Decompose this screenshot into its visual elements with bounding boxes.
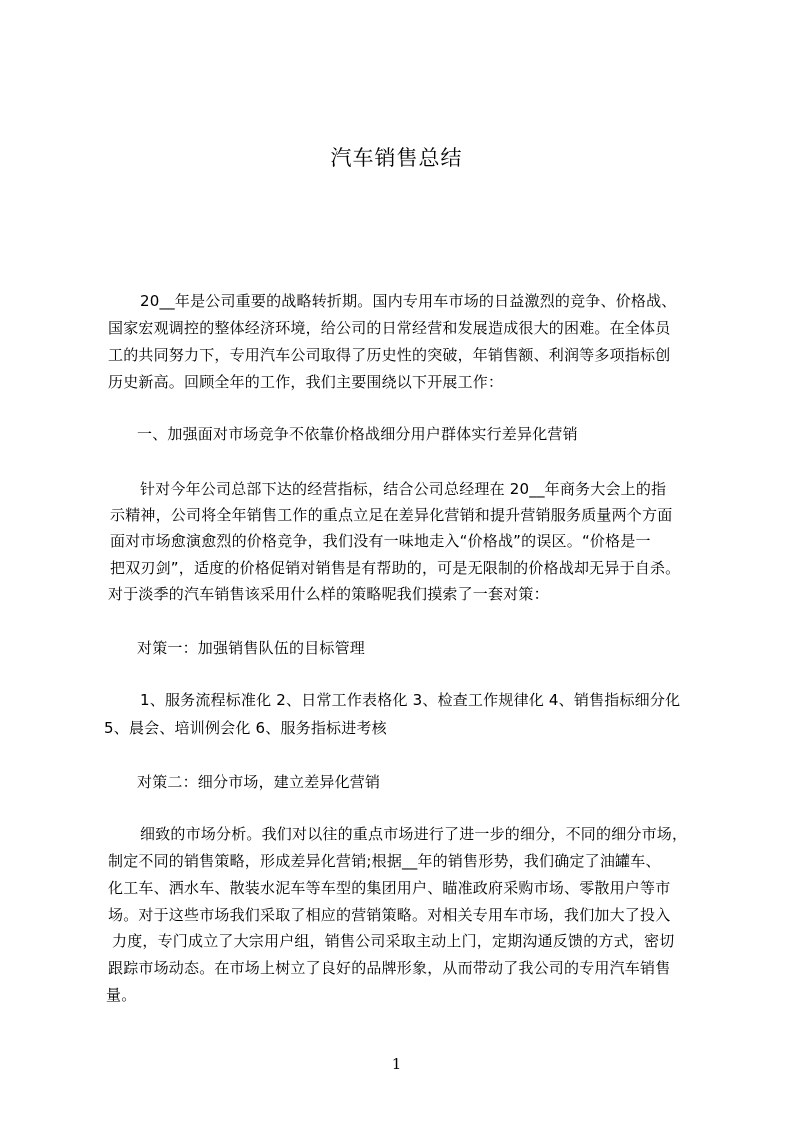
text-line: 1、服务流程标准化 2、日常工作表格化 3、检查工作规律化 4、销售指标细分化 bbox=[140, 691, 681, 709]
text-line: 力度，专门成立了大宗用户组，销售公司采取主动上门，定期沟通反馈的方式，密切 bbox=[112, 932, 675, 950]
text-line: 细致的市场分析。我们对以往的重点市场进行了进一步的细分，不同的细分市场， bbox=[140, 825, 688, 843]
text-line: 场。对于这些市场我们采取了相应的营销策略。对相关专用车市场，我们加大了投入 bbox=[108, 906, 671, 924]
document-title: 汽车销售总结 bbox=[330, 146, 463, 170]
text-line: 对于淡季的汽车销售该采用什么样的策略呢我们摸索了一套对策： bbox=[108, 585, 549, 603]
text-line: 国家宏观调控的整体经济环境，给公司的日常经营和发展造成很大的困难。在全体员 bbox=[108, 319, 671, 337]
text-line: 面对市场愈演愈烈的价格竞争，我们没有一味地走入“价格战”的误区。“价格是一 bbox=[110, 532, 651, 550]
text-line: 化工车、洒水车、散装水泥车等车型的集团用户、瞄准政府采购市场、零散用户等市 bbox=[108, 879, 671, 897]
text-line: 工的共同努力下，专用汽车公司取得了历史性的突破，年销售额、利润等多项指标创 bbox=[108, 346, 671, 364]
text-line: 跟踪市场动态。在市场上树立了良好的品牌形象，从而带动了我公司的专用汽车销售 bbox=[108, 959, 671, 977]
text-line: 20__年是公司重要的战略转折期。国内专用车市场的日益激烈的竞争、价格战、 bbox=[140, 292, 677, 310]
page-number: 1 bbox=[391, 1055, 402, 1073]
text-line: 把双刃剑”，适度的价格促销对销售是有帮助的，可是无限制的价格战却无异于自杀。 bbox=[110, 559, 681, 577]
section-heading: 一、加强面对市场竞争不依靠价格战细分用户群体实行差异化营销 bbox=[137, 425, 578, 443]
text-line: 制定不同的销售策略，形成差异化营销;根据__年的销售形势，我们确定了油罐车、 bbox=[108, 852, 661, 870]
strategy-heading: 对策二：细分市场，建立差异化营销 bbox=[137, 773, 381, 791]
text-line: 5、晨会、培训例会化 6、服务指标进考核 bbox=[104, 719, 387, 737]
text-line: 历史新高。回顾全年的工作，我们主要围绕以下开展工作： bbox=[108, 373, 504, 391]
text-line: 针对今年公司总部下达的经营指标，结合公司总经理在 20__年商务大会上的指 bbox=[140, 480, 667, 498]
strategy-heading: 对策一：加强销售队伍的目标管理 bbox=[137, 639, 366, 657]
text-line: 示精神，公司将全年销售工作的重点立足在差异化营销和提升营销服务质量两个方面 bbox=[110, 506, 673, 524]
text-line: 量。 bbox=[106, 986, 137, 1004]
